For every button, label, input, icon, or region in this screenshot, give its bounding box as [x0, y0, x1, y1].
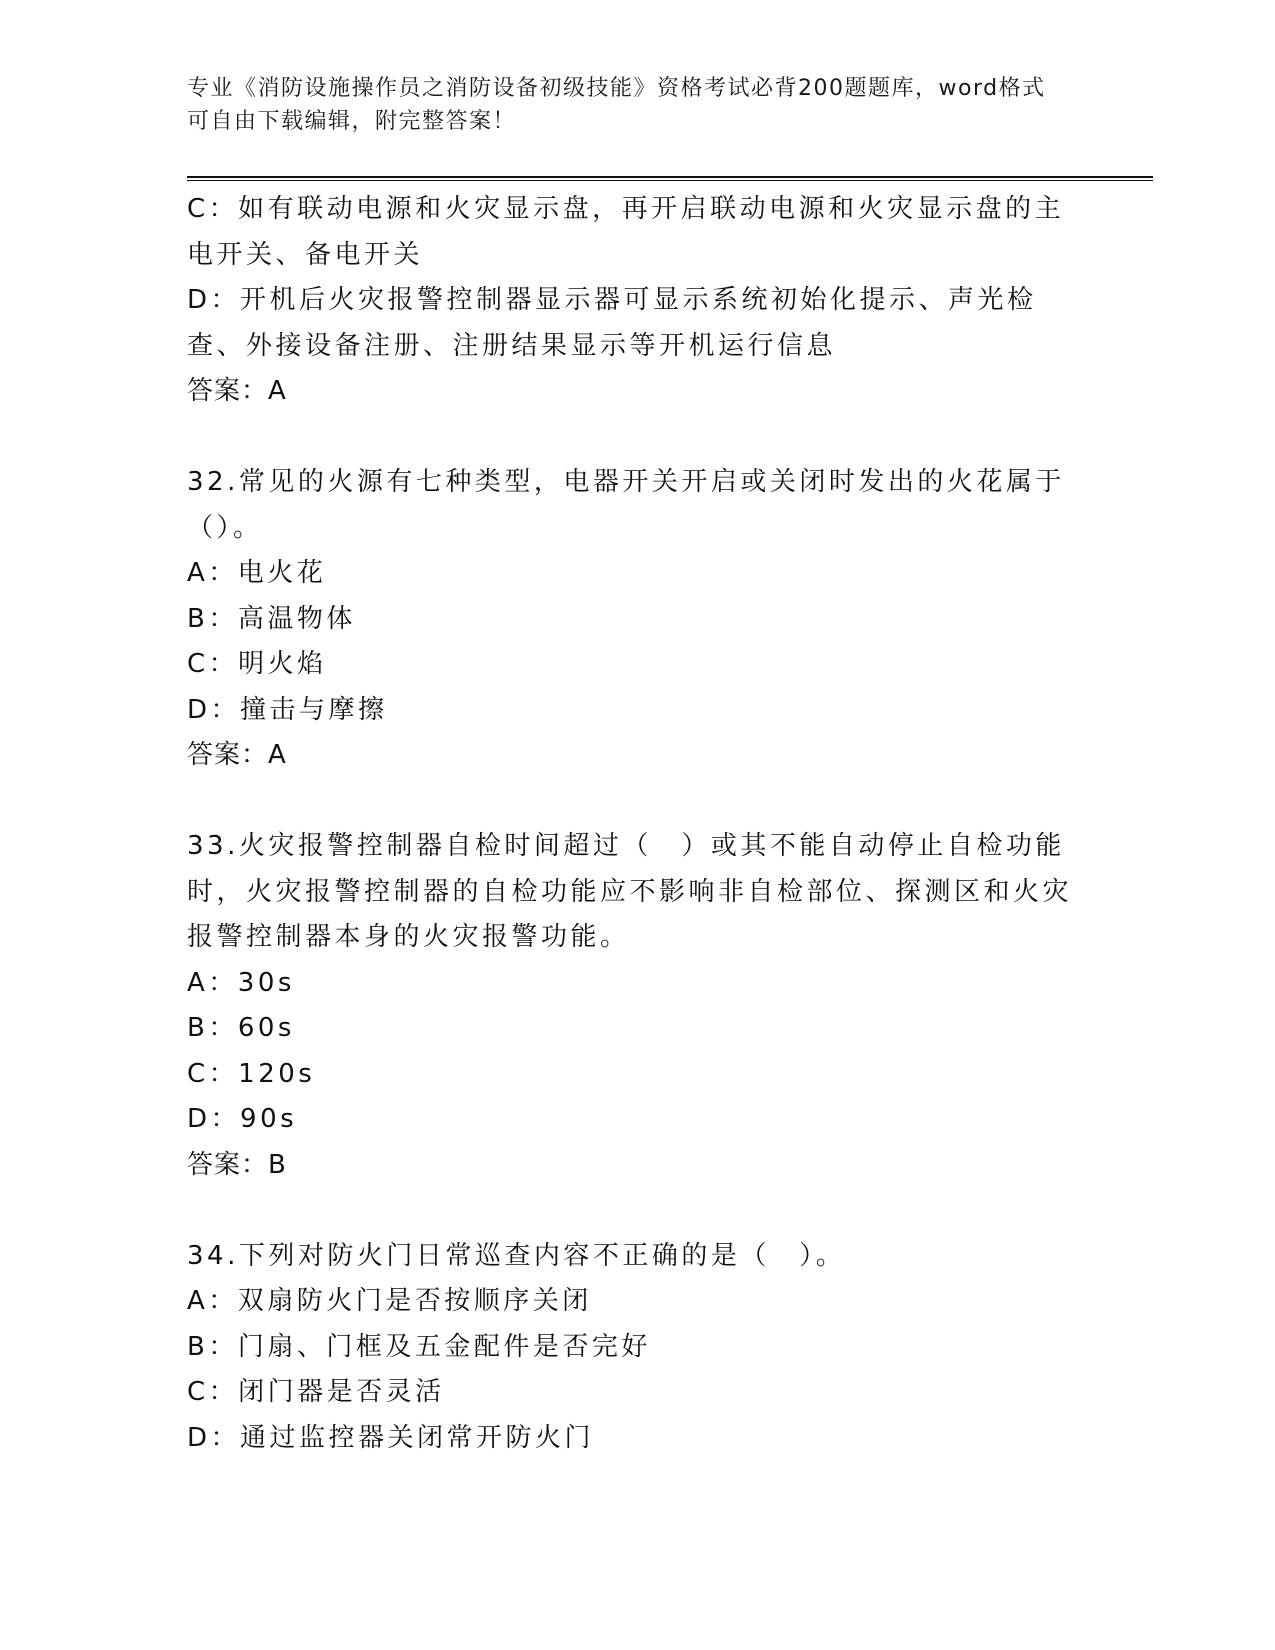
- question-stem: 33.火灾报警控制器自检时间超过（ ）或其不能自动停止自检功能时，火灾报警控制器的自检功能应不影响非自检部位、探测区和火灾报警控制器本身的火灾报警功能。: [187, 831, 1073, 952]
- spacer: [187, 1188, 1087, 1234]
- document-header: 专业《消防设施操作员之消防设备初级技能》资格考试必背200题题库，word格式可自由下载编辑，附完整答案！: [187, 76, 1046, 134]
- option-c: C：如有联动电源和火灾显示盘，再开启联动电源和火灾显示盘的主电开关、备电开关: [187, 194, 1065, 270]
- header-divider: [187, 176, 1153, 181]
- option-b: B：门扇、门框及五金配件是否完好: [187, 1331, 651, 1362]
- question-stem: 34.下列对防火门日常巡查内容不正确的是（ ）。: [187, 1240, 846, 1271]
- option-c: C：120s: [187, 1058, 316, 1089]
- answer: 答案：A: [187, 740, 287, 770]
- question-31-continued: [187, 187, 1087, 415]
- option-a: A：双扇防火门是否按顺序关闭: [187, 1286, 592, 1316]
- answer: 答案：A: [187, 376, 287, 406]
- answer: 答案：B: [187, 1149, 287, 1180]
- option-d: D：开机后火灾报警控制器显示器可显示系统初始化提示、声光检查、外接设备注册、注册结果显示等开机运行信息: [187, 285, 1037, 361]
- option-a: A：30s: [187, 967, 295, 998]
- question-list: [187, 187, 1087, 1461]
- spacer: [187, 779, 1087, 825]
- question-33: [187, 824, 1087, 1188]
- option-c: C：闭门器是否灵活: [187, 1377, 445, 1407]
- spacer: [187, 415, 1087, 461]
- question-34: [187, 1234, 1087, 1462]
- option-a: A：电火花: [187, 558, 327, 588]
- option-d: D：通过监控器关闭常开防火门: [187, 1422, 595, 1453]
- option-d: D：90s: [187, 1104, 298, 1134]
- option-b: B：高温物体: [187, 603, 356, 634]
- question-stem: 32.常见的火源有七种类型，电器开关开启或关闭时发出的火花属于（）。: [187, 467, 1065, 543]
- option-c: C：明火焰: [187, 649, 327, 679]
- option-b: B：60s: [187, 1013, 295, 1043]
- option-d: D：撞击与摩擦: [187, 694, 388, 725]
- question-32: [187, 460, 1087, 779]
